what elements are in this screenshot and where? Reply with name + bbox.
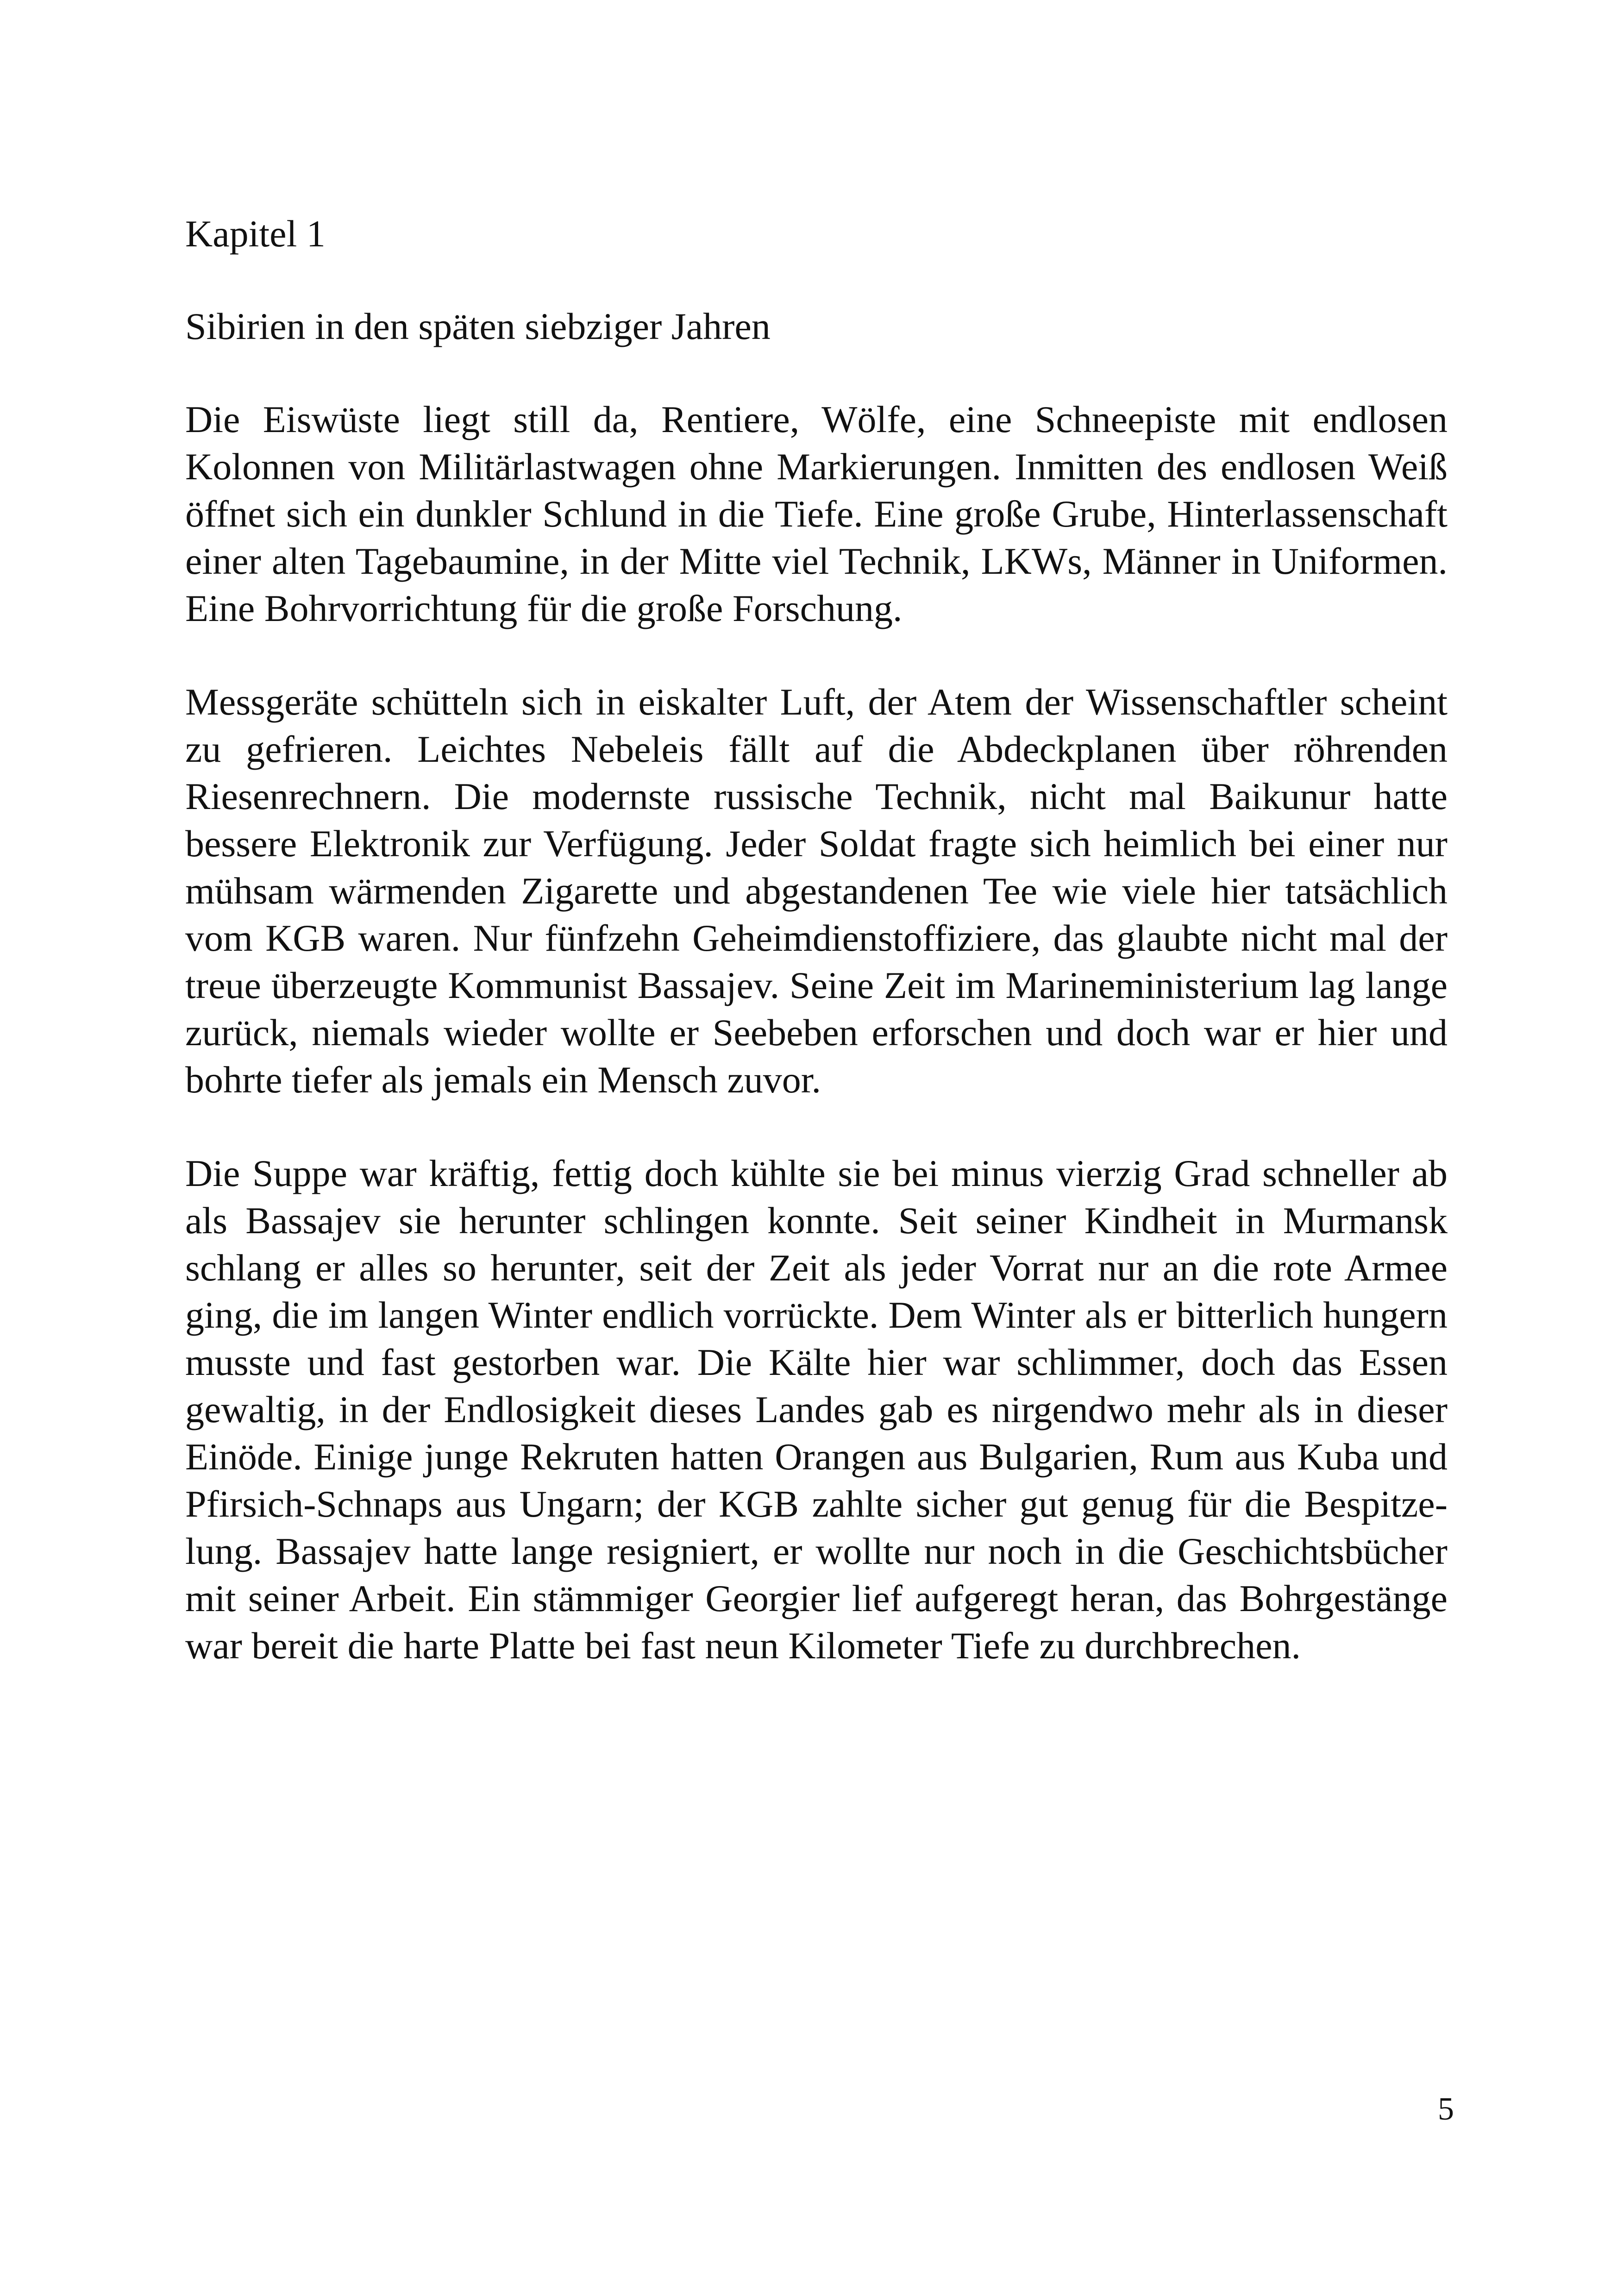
chapter-title: Kapitel 1 <box>185 213 326 255</box>
chapter-subtitle: Sibirien in den späten siebziger Jahren <box>185 305 771 347</box>
paragraph-1: Die Eiswüste liegt still da, Rentiere, Wölfe, eine Schneepiste mit endlosen Kolonnen von Militärlastwagen ohne Markierungen. Inmitten des endlosen Weiß öffnet sich ein dunkler Schlund in die Tiefe. Eine große Grube, Hinterlassenschaft einer alten Tagebaumine, in der Mitte viel Technik, LKWs, Männer in Uniformen. Eine Bohrvorrichtung für die große Forschung. <box>185 398 1448 629</box>
page-number: 5 <box>1438 2091 1454 2127</box>
paragraph-2: Messgeräte schütteln sich in eiskalter Luft, der Atem der Wissenschaftler scheint zu gefrieren. Leichtes Nebeleis fällt auf die Abdeckplanen über röhrenden Riesenrechnern. Die modernste russische Technik, nicht mal Baikunur hatte bessere Elektronik zur Verfügung. Jeder Soldat fragte sich heimlich bei einer nur mühsam wärmenden Zigarette und abgestandenen Tee wie viele hier tatsächlich vom KGB waren. Nur fünfzehn Geheimdienstoffiziere, das glaubte nicht mal der treue überzeugte Kommunist Bassajev. Seine Zeit im Marineministerium lag lange zurück, niemals wieder wollte er Seebeben erforschen und doch war er hier und bohrte tiefer als jemals ein Mensch zuvor. <box>185 681 1448 1101</box>
paragraph-3: Die Suppe war kräftig, fettig doch kühlte sie bei minus vierzig Grad schneller ab als Bassajev sie herunter schlingen konnte. Seit seiner Kindheit in Murmansk schlang er alles so herunter, seit der Zeit als jeder Vorrat nur an die rote Armee ging, die im langen Winter endlich vorrückte. Dem Winter als er bitterlich hungern musste und fast gestorben war. Die Kälte hier war schlimmer, doch das Essen gewaltig, in der Endlosigkeit dieses Landes gab es nirgendwo mehr als in dieser Einöde. Einige junge Rekruten hatten Orangen aus Bulgarien, Rum aus Kuba und Pfirsich-Schnaps aus Ungarn; der KGB zahlte sicher gut genug für die Bespitzelung. Bassajev hatte lange resigniert, er wollte nur noch in die Geschichtsbücher mit seiner Arbeit. Ein stämmiger Georgier lief aufgeregt heran, das Bohrgestänge war bereit die harte Platte bei fast neun Kilometer Tiefe zu durchbrechen. <box>185 1152 1448 1667</box>
page-content <box>185 211 1448 1716</box>
